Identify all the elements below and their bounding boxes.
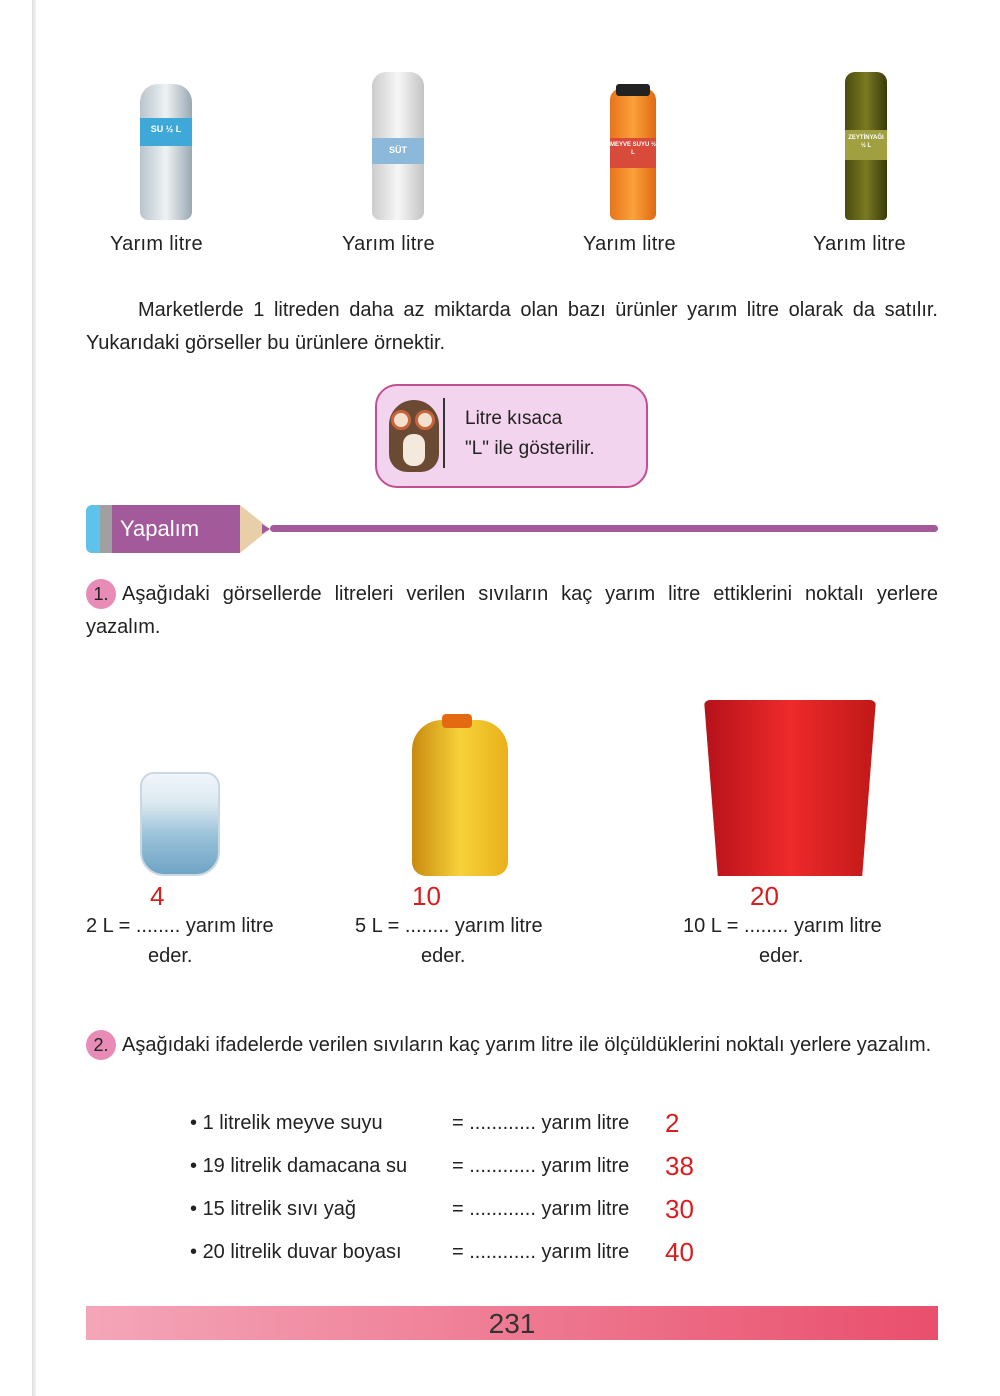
answer-value[interactable]: 10 (412, 881, 441, 911)
juice-label: MEYVE SUYU ½ L (610, 142, 657, 156)
section-title: Yapalım (112, 505, 240, 553)
note-line-2: "L" ile gösterilir. (465, 438, 595, 459)
owl-icon (389, 400, 439, 472)
question-1 (86, 578, 938, 644)
note-line-1: Litre kısaca (465, 408, 563, 429)
intro-paragraph: Marketlerde 1 litreden daha az miktarda olan bazı ürünler yarım litre olarak da satılır. Yukarıdaki görseller bu ürünlere örnektir. (86, 299, 938, 354)
list-item-equation: = ............ yarım litre (452, 1112, 630, 1134)
water-label: SU ½ L (150, 124, 182, 134)
answer-value[interactable]: 30 (665, 1194, 694, 1224)
list-item: • 15 litrelik sıvı yağ (190, 1198, 356, 1220)
bucket-image (704, 700, 876, 876)
answer-value[interactable]: 20 (750, 881, 779, 911)
answer-value[interactable]: 4 (150, 881, 165, 911)
list-item: • 19 litrelik damacana su (190, 1155, 408, 1177)
list-item: • 20 litrelik duvar boyası (190, 1241, 402, 1263)
list-item-equation: = ............ yarım litre (452, 1155, 630, 1177)
section-banner (86, 505, 272, 553)
olive-oil-bottle-image (845, 72, 887, 220)
answer-value[interactable]: 40 (665, 1237, 694, 1267)
answer-value[interactable]: 2 (665, 1108, 680, 1138)
section-divider (270, 525, 938, 532)
question-number: 1. (86, 579, 116, 609)
question-number: 2. (86, 1030, 116, 1060)
milk-bottle-image (372, 72, 424, 220)
page-edge (32, 0, 36, 1396)
list-item-equation: = ............ yarım litre (452, 1198, 630, 1220)
oil-jug-image (412, 720, 508, 876)
caption-milk: Yarım litre (342, 233, 435, 255)
answer-row-2: 5 L = ........ yarım litre eder. (355, 915, 543, 967)
juice-bottle-image (610, 88, 656, 220)
caption-oil: Yarım litre (813, 233, 906, 255)
answer-value[interactable]: 38 (665, 1151, 694, 1181)
answer-row-1: 2 L = ........ yarım litre eder. (86, 915, 274, 967)
question-text: Aşağıdaki görsellerde litreleri verilen sıvıların kaç yarım litre ettiklerini noktalı yerlere yazalım. (86, 583, 938, 638)
milk-label: SÜT (389, 145, 407, 155)
list-item-equation: = ............ yarım litre (452, 1241, 630, 1263)
oil-label: ZEYTİNYAĞI ½ L (848, 135, 884, 149)
question-2 (86, 1029, 938, 1062)
page-number: 231 (488, 1308, 536, 1339)
water-bottle-image (140, 84, 192, 220)
pointer-stick-icon (443, 398, 445, 468)
question-text: Aşağıdaki ifadelerde verilen sıvıların kaç yarım litre ile ölçüldüklerini noktalı yerlere yazalım. (122, 1034, 932, 1056)
caption-water: Yarım litre (110, 233, 203, 255)
list-item: • 1 litrelik meyve suyu (190, 1112, 383, 1134)
caption-juice: Yarım litre (583, 233, 676, 255)
note-box (375, 384, 648, 488)
footer-bar (86, 1306, 938, 1340)
answer-row-3: 10 L = ........ yarım litre eder. (683, 915, 882, 967)
water-jug-image (140, 772, 220, 876)
